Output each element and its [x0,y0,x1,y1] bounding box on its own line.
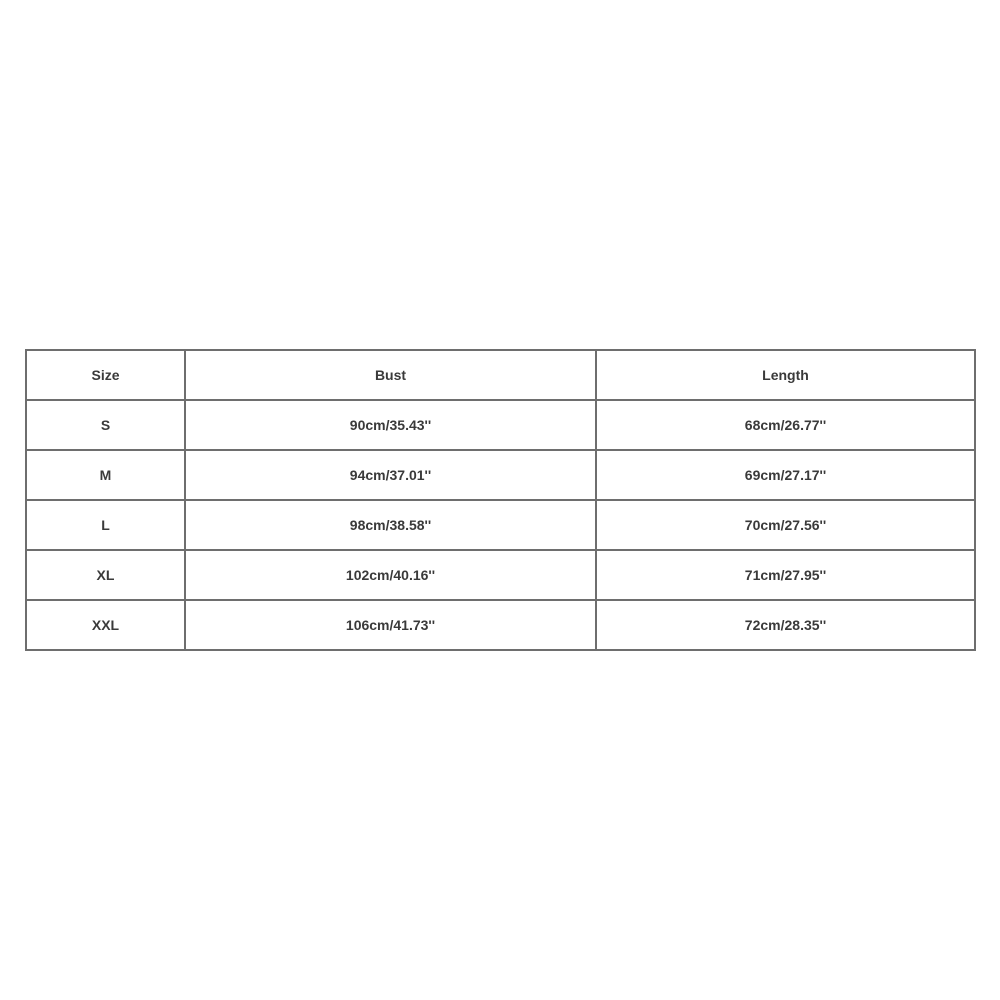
table-header-row [26,350,975,400]
length-cell: 68cm/26.77'' [596,400,975,450]
header-length: Length [596,350,975,400]
table-row [26,400,975,450]
table-row [26,450,975,500]
bust-cell: 94cm/37.01'' [185,450,596,500]
table-row [26,500,975,550]
bust-cell: 98cm/38.58'' [185,500,596,550]
size-cell: M [26,450,185,500]
length-cell: 71cm/27.95'' [596,550,975,600]
size-cell: S [26,400,185,450]
size-cell: XXL [26,600,185,650]
bust-cell: 90cm/35.43'' [185,400,596,450]
size-cell: XL [26,550,185,600]
length-cell: 69cm/27.17'' [596,450,975,500]
size-cell: L [26,500,185,550]
table-row [26,600,975,650]
length-cell: 70cm/27.56'' [596,500,975,550]
bust-cell: 106cm/41.73'' [185,600,596,650]
header-size: Size [26,350,185,400]
table-row [26,550,975,600]
header-bust: Bust [185,350,596,400]
size-chart-table [25,349,976,651]
length-cell: 72cm/28.35'' [596,600,975,650]
bust-cell: 102cm/40.16'' [185,550,596,600]
